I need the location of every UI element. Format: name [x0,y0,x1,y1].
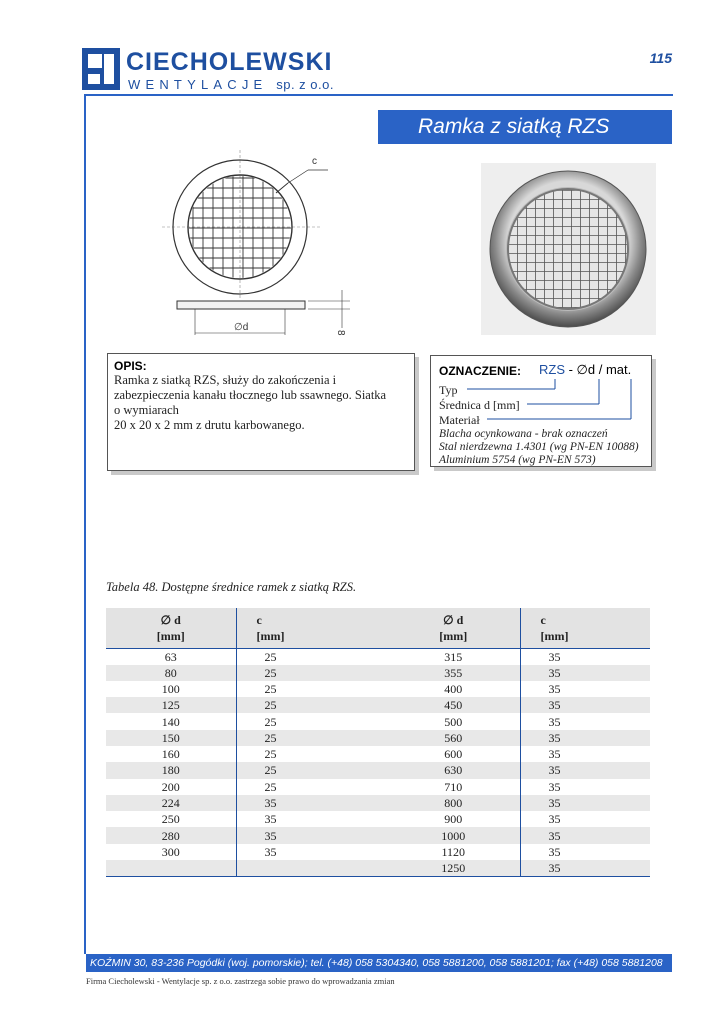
cell-diameter: 160 [106,746,236,762]
table-row [106,844,404,860]
cell-c: 35 [548,714,561,729]
cell-diameter: 100 [106,681,236,697]
cell-c: 25 [264,763,277,778]
table-row [387,648,650,665]
cell-c: 25 [236,648,404,665]
logo-mark-icon [82,48,122,90]
footer-note: Firma Ciecholewski - Wentylacje sp. z o.o. zastrzega sobie prawo do wprowadzania zmian [86,976,395,986]
left-table-body [106,648,404,876]
drawing-label-8: 8 [335,330,346,336]
table-row [106,713,404,729]
cell-c: 25 [264,714,277,729]
cell-c: 25 [264,747,277,762]
table-row [387,746,650,762]
designation-box [430,355,652,467]
designation-label-material: Materiał [439,413,480,427]
header-diameter [387,608,520,648]
cell-c: 25 [264,681,277,696]
table-row [387,811,650,827]
designation-label-diameter: Średnica d [mm] [439,398,520,412]
right-table-body [387,648,650,877]
description-line: 20 x 20 x 2 mm z drutu karbowanego. [114,418,305,432]
header-c [520,608,650,648]
cell-c: 25 [264,730,277,745]
table-row [387,844,650,860]
table-row [106,827,404,843]
cell-c: 35 [548,665,561,680]
drawing-label-c: c [312,156,317,167]
cell-diameter: 315 [387,648,520,665]
description-box [107,353,415,471]
cell-diameter: 900 [387,811,520,827]
table-row [106,811,404,827]
cell-c: 35 [548,747,561,762]
brand-name: CIECHOLEWSKI [126,48,333,76]
header-c-unit: [mm] [256,628,285,643]
table-row [106,795,404,811]
cell-diameter: 150 [106,730,236,746]
table-row [387,665,650,681]
cell-diameter [106,860,236,876]
header-diameter-unit: [mm] [156,628,185,643]
cell-diameter: 500 [387,713,520,729]
cell-diameter: 800 [387,795,520,811]
cell-c: 35 [548,698,561,713]
technical-drawing [150,150,360,340]
cell-diameter: 180 [106,762,236,778]
drawing-label-d: ∅d [234,322,249,333]
cell-c: 35 [548,812,561,827]
cell-c [236,860,404,876]
description-line: Ramka z siatką RZS, służy do zakończenia i [114,373,337,387]
table-header-row [106,608,404,648]
designation-label-type: Typ [439,383,458,397]
header-c-symbol: c [540,612,546,627]
table-row [106,648,404,665]
cell-diameter: 450 [387,697,520,713]
cell-c: 35 [548,844,561,859]
brand-subtitle [128,77,334,92]
table-row [106,730,404,746]
cell-diameter: 280 [106,827,236,843]
cell-diameter: 80 [106,665,236,681]
table-caption: Tabela 48. Dostępne średnice ramek z siatką RZS. [106,580,357,594]
table-row [387,827,650,843]
designation-note: Aluminium 5754 (wg PN-EN 573) [439,454,596,466]
table-row [106,665,404,681]
designation-code [539,362,631,378]
brand-sub-tail: sp. z o.o. [276,77,334,92]
table-row [387,713,650,729]
cell-diameter: 200 [106,779,236,795]
cell-c: 35 [548,796,561,811]
company-logo [82,48,382,94]
table-row [387,697,650,713]
header-diameter [106,608,236,648]
cell-c: 35 [264,844,277,859]
cell-diameter: 63 [106,648,236,665]
header-c-unit: [mm] [540,628,569,643]
table-row [387,730,650,746]
cell-c: 35 [548,828,561,843]
header-diameter-symbol: ∅ d [443,612,464,627]
table-row [106,762,404,778]
cell-c: 25 [264,665,277,680]
cell-diameter: 400 [387,681,520,697]
header-diameter-unit: [mm] [439,628,468,643]
diameter-table-left [106,608,404,877]
cell-diameter: 600 [387,746,520,762]
cell-diameter: 1250 [387,860,520,877]
product-photo [481,163,656,335]
cell-c: 35 [264,812,277,827]
header-c-symbol: c [256,612,262,627]
designation-note: Stal nierdzewna 1.4301 (wg PN-EN 10088) [439,441,639,453]
cell-diameter: 125 [106,697,236,713]
table-row [387,795,650,811]
cell-c: 35 [264,796,277,811]
diameter-table-right [387,608,650,877]
table-row [387,860,650,877]
designation-code-type: RZS [539,362,565,377]
cell-diameter: 1120 [387,844,520,860]
cell-c: 35 [264,828,277,843]
designation-heading: OZNACZENIE: [439,364,521,378]
cell-diameter: 630 [387,762,520,778]
cell-c: 35 [548,730,561,745]
cell-diameter: 560 [387,730,520,746]
cell-c: 35 [548,763,561,778]
table-header-row [387,608,650,648]
cell-c: 35 [520,648,650,665]
page-title: Ramka z siatką RZS [378,110,672,144]
table-row [106,697,404,713]
table-row [106,681,404,697]
cell-c: 25 [264,698,277,713]
description-line: o wymiarach [114,403,179,417]
table-row [387,762,650,778]
cell-c: 25 [264,779,277,794]
footer-address: KOŹMIN 30, 83-236 Pogódki (woj. pomorskie); tel. (+48) 058 5304340, 058 5881200, 058 5881201; fax (+48) 058 5881208 [86,954,672,972]
cell-diameter: 250 [106,811,236,827]
cell-diameter: 300 [106,844,236,860]
cell-diameter: 355 [387,665,520,681]
designation-note: Blacha ocynkowana - brak oznaczeń [439,428,608,440]
designation-code-rest: - ∅d / mat. [565,362,632,377]
description-line: zabezpieczenia kanału tłocznego lub ssawnego. Siatka [114,388,387,402]
cell-diameter: 224 [106,795,236,811]
header-diameter-symbol: ∅ d [160,612,181,627]
cell-c: 35 [520,860,650,877]
description-heading: OPIS: [114,359,147,373]
cell-diameter: 140 [106,713,236,729]
cell-diameter: 710 [387,779,520,795]
cell-c: 35 [548,681,561,696]
cell-c: 35 [548,779,561,794]
table-row [387,681,650,697]
brand-sub-main: WENTYLACJE [128,77,268,92]
cell-diameter: 1000 [387,827,520,843]
page-number: 115 [649,50,672,66]
table-row [106,779,404,795]
header-c [236,608,404,648]
table-row [106,746,404,762]
table-row [106,860,404,876]
table-row [387,779,650,795]
